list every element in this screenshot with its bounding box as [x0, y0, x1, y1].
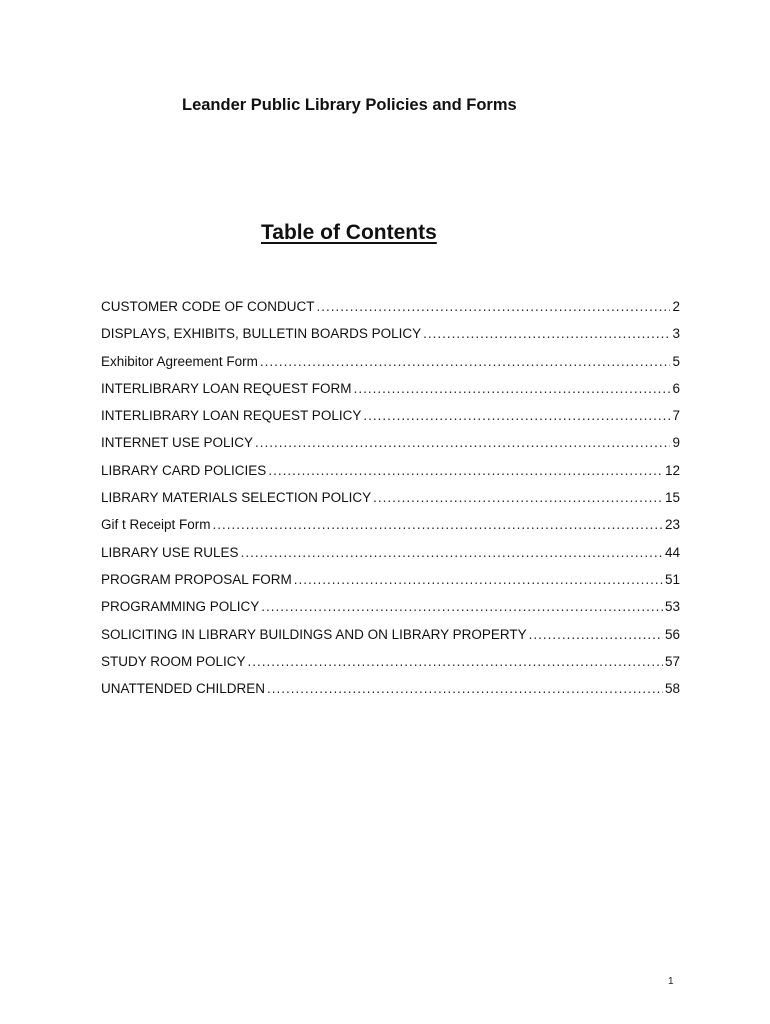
toc-entry-page: 23 — [664, 517, 680, 533]
toc-entry[interactable] — [101, 678, 680, 705]
toc-entry-title: PROGRAMMING POLICY — [101, 599, 260, 615]
page-number: 1 — [668, 976, 674, 987]
toc-entry-title: INTERNET USE POLICY — [101, 435, 254, 451]
toc-entry[interactable] — [101, 651, 680, 678]
dot-leader — [354, 378, 671, 400]
toc-entry-title: UNATTENDED CHILDREN — [101, 681, 266, 697]
dot-leader — [255, 432, 670, 454]
dot-leader — [260, 351, 671, 373]
toc-entry-title: INTERLIBRARY LOAN REQUEST FORM — [101, 380, 352, 396]
toc-entry[interactable] — [101, 514, 680, 541]
toc-entry-page: 7 — [672, 408, 680, 424]
toc-entry-title: STUDY ROOM POLICY — [101, 653, 246, 669]
dot-leader — [529, 624, 663, 646]
toc-entry[interactable] — [101, 405, 680, 432]
toc-entry[interactable] — [101, 378, 680, 405]
dot-leader — [423, 323, 670, 345]
dot-leader — [248, 651, 663, 673]
toc-entry[interactable] — [101, 542, 680, 569]
toc-entry-title: SOLICITING IN LIBRARY BUILDINGS AND ON LIBRARY PROPERTY — [101, 626, 527, 642]
toc-entry[interactable] — [101, 460, 680, 487]
toc-entry-page: 6 — [672, 380, 680, 396]
toc-entry-page: 53 — [664, 599, 680, 615]
toc-entry[interactable] — [101, 296, 680, 323]
toc-entry-title: CUSTOMER CODE OF CONDUCT — [101, 299, 315, 314]
dot-leader — [213, 514, 663, 536]
toc-entry-title: LIBRARY MATERIALS SELECTION POLICY — [101, 490, 372, 506]
toc-entry-page: 12 — [664, 462, 680, 478]
toc-entry[interactable] — [101, 323, 680, 350]
toc-entry-page: 44 — [664, 544, 680, 560]
toc-entry[interactable] — [101, 487, 680, 514]
toc-entry-page: 58 — [664, 681, 680, 697]
toc-entry-page: 56 — [664, 626, 680, 642]
toc-entry-page: 3 — [672, 326, 680, 342]
toc-heading: Table of Contents — [261, 221, 437, 244]
dot-leader — [363, 405, 670, 427]
toc-entry-page: 5 — [672, 353, 680, 369]
dot-leader — [317, 296, 671, 318]
toc-entry[interactable] — [101, 624, 680, 651]
toc-entry[interactable] — [101, 351, 680, 378]
toc-entry-page: 57 — [664, 653, 680, 669]
toc-entry-title: Exhibitor Agreement Form — [101, 353, 258, 369]
toc-entry-page: 2 — [672, 299, 680, 314]
toc-entry-page: 51 — [664, 571, 680, 587]
dot-leader — [267, 678, 663, 700]
toc-entry-page: 15 — [664, 490, 680, 506]
dot-leader — [268, 460, 663, 482]
toc-entry-title: LIBRARY USE RULES — [101, 544, 239, 560]
toc-entry-title: Gif t Receipt Form — [101, 517, 211, 533]
toc-entry[interactable] — [101, 432, 680, 459]
dot-leader — [294, 569, 663, 591]
toc-entry[interactable] — [101, 569, 680, 596]
dot-leader — [373, 487, 663, 509]
toc-entry[interactable] — [101, 596, 680, 623]
toc-entry-title: LIBRARY CARD POLICIES — [101, 462, 267, 478]
toc-entry-title: PROGRAM PROPOSAL FORM — [101, 571, 292, 587]
toc-entry-page: 9 — [672, 435, 680, 451]
toc-entry-title: DISPLAYS, EXHIBITS, BULLETIN BOARDS POLICY — [101, 326, 422, 342]
toc-entry-title: INTERLIBRARY LOAN REQUEST POLICY — [101, 408, 362, 424]
dot-leader — [261, 596, 663, 618]
dot-leader — [241, 542, 663, 564]
document-title: Leander Public Library Policies and Forms — [182, 96, 517, 114]
table-of-contents — [101, 296, 680, 705]
